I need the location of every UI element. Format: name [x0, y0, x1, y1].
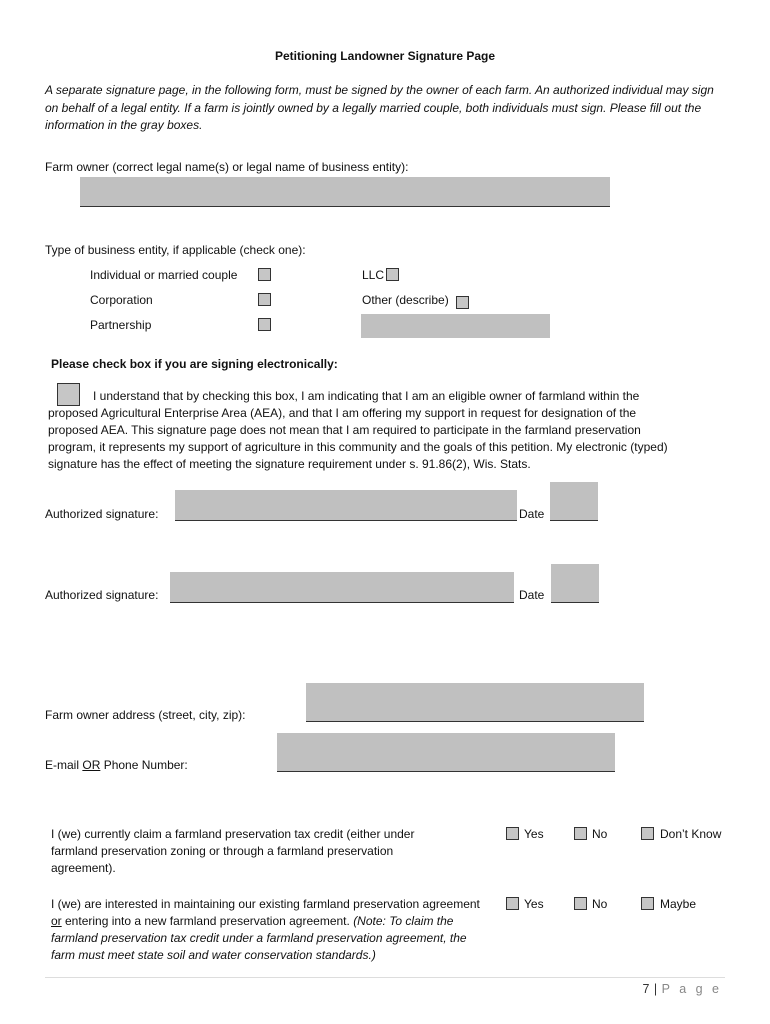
- q2-no-checkbox[interactable]: [574, 897, 587, 910]
- q1-dont-know-checkbox[interactable]: [641, 827, 654, 840]
- contact-field[interactable]: [277, 733, 615, 772]
- entity-corporation-checkbox[interactable]: [258, 293, 271, 306]
- signature-1-field[interactable]: [175, 490, 517, 521]
- contact-label: [45, 758, 188, 772]
- phone-label: Phone Number:: [103, 758, 188, 772]
- or-emphasis: OR: [82, 758, 101, 772]
- entity-corporation-label: Corporation: [90, 293, 153, 307]
- footer-divider: [45, 977, 725, 978]
- intro-instructions: A separate signature page, in the following form, must be signed by the owner of each farm. An authorized individual may sign on behalf of a legal entity. If a farm is jointly owned by a legally married couple, both individuals must sign. Please fill out the information in the gray boxes.: [45, 83, 714, 132]
- farm-owner-label: Farm owner (correct legal name(s) or legal name of business entity):: [45, 160, 409, 174]
- q1-no-label: No: [592, 827, 608, 841]
- q1-yes-checkbox[interactable]: [506, 827, 519, 840]
- entity-other-describe-field[interactable]: [361, 314, 550, 338]
- signature-2-label: Authorized signature:: [45, 588, 159, 602]
- q1-no-checkbox[interactable]: [574, 827, 587, 840]
- entity-partnership-label: Partnership: [90, 318, 152, 332]
- entity-individual-label: Individual or married couple: [90, 268, 238, 282]
- entity-llc-label: LLC: [362, 268, 385, 282]
- electronic-signing-statement: I understand that by checking this box, I am indicating that I am an eligible owner of farmland within the proposed Agricultural Enterprise Area (AEA), and that I am offering my support in request for designation of the proposed AEA. This signature page does not mean that I am required to participate in the farmland preservation program, it represents my support of agriculture in this community and the goals of this petition. My electronic (typed) signature has the effect of meeting the signature requirement under s. 91.86(2), Wis. Stats.: [48, 389, 668, 471]
- q2-yes-label: Yes: [524, 897, 544, 911]
- q2-maybe-label: Maybe: [660, 897, 697, 911]
- q2-question-text: [51, 896, 491, 964]
- email-label: E-mail: [45, 758, 80, 772]
- page-number: 7: [642, 982, 650, 996]
- page-separator: |: [653, 982, 658, 996]
- address-field[interactable]: [306, 683, 644, 722]
- farm-owner-name-field[interactable]: [80, 177, 610, 207]
- q1-dont-know-label: Don’t Know: [660, 827, 722, 841]
- entity-type-label: Type of business entity, if applicable (check one):: [45, 243, 306, 257]
- q2-text-mid: entering into a new farmland preservation agreement.: [61, 914, 350, 928]
- entity-partnership-checkbox[interactable]: [258, 318, 271, 331]
- page-word: P a g e: [661, 982, 722, 996]
- q1-yes-label: Yes: [524, 827, 544, 841]
- page-footer: [642, 982, 722, 996]
- q2-or-emphasis: or: [51, 914, 62, 928]
- signature-2-field[interactable]: [170, 572, 514, 603]
- electronic-signing-heading: Please check box if you are signing electronically:: [51, 357, 338, 371]
- entity-other-label: Other (describe): [362, 293, 449, 307]
- entity-llc-checkbox[interactable]: [386, 268, 399, 281]
- date-2-field[interactable]: [551, 564, 599, 603]
- q1-question-text: I (we) currently claim a farmland preservation tax credit (either under farmland preservation zoning or through a farmland preservation agreement).: [51, 827, 415, 875]
- page-title: Petitioning Landowner Signature Page: [274, 49, 496, 63]
- signature-1-label: Authorized signature:: [45, 507, 159, 521]
- date-1-field[interactable]: [550, 482, 598, 521]
- q2-yes-checkbox[interactable]: [506, 897, 519, 910]
- address-label: Farm owner address (street, city, zip):: [45, 708, 246, 722]
- entity-individual-checkbox[interactable]: [258, 268, 271, 281]
- entity-other-checkbox[interactable]: [456, 296, 469, 309]
- q2-maybe-checkbox[interactable]: [641, 897, 654, 910]
- q2-note: (Note: To claim the farmland preservation tax credit under a farmland preservation agreement, the farm must meet state soil and water conservation standards.): [51, 914, 467, 962]
- date-2-label: Date: [519, 588, 545, 602]
- q2-no-label: No: [592, 897, 608, 911]
- q2-text-start: I (we) are interested in maintaining our existing farmland preservation agreement: [51, 897, 480, 911]
- date-1-label: Date: [519, 507, 545, 521]
